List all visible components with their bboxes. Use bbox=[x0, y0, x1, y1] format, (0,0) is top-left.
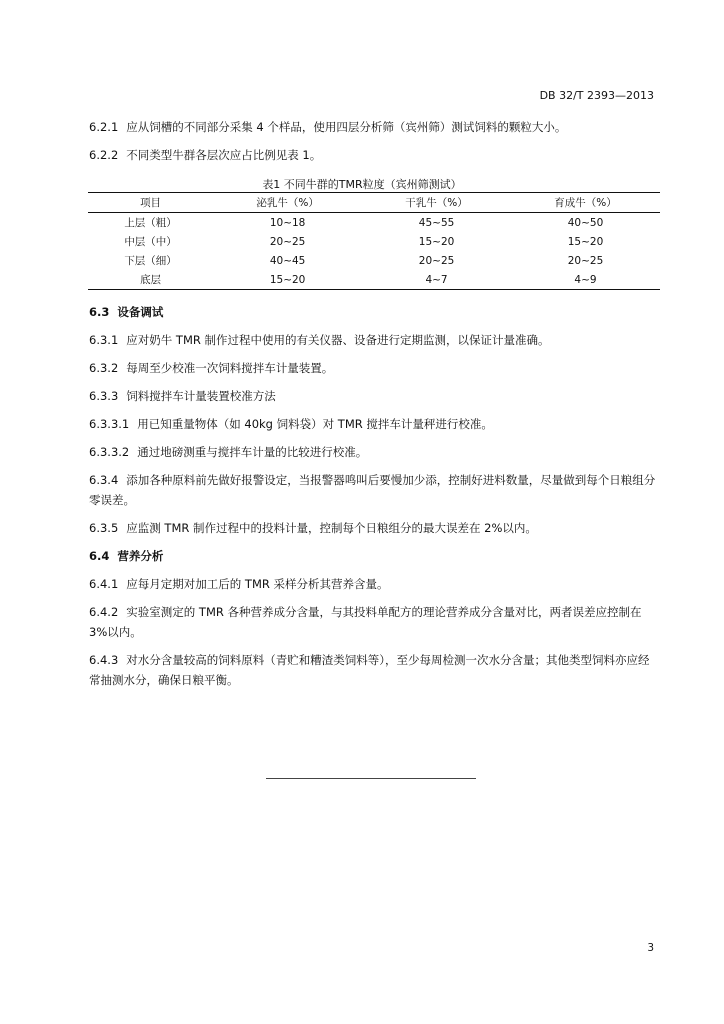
clause-6-3-4 bbox=[89, 470, 659, 510]
clause-text: 实验室测定的 TMR 各种营养成分含量，与其投料单配方的理论营养成分含量对比，两者误差应控制在 3%以内。 bbox=[89, 605, 642, 639]
clause-text: 应对奶牛 TMR 制作过程中使用的有关仪器、设备进行定期监测，以保证计量准确。 bbox=[126, 333, 550, 347]
table-row bbox=[88, 232, 660, 251]
table-cell: 上层（粗） bbox=[124, 217, 177, 229]
clause-number: 6.2.1 bbox=[89, 120, 119, 134]
table-cell: 20~25 bbox=[567, 254, 604, 267]
paragraph-6-2-1 bbox=[89, 117, 659, 137]
table-cell: 下层（细） bbox=[124, 255, 177, 267]
clause-number: 6.3.3.1 bbox=[89, 417, 130, 431]
section-number: 6.4 bbox=[89, 549, 110, 563]
clause-number: 6.3.3.2 bbox=[89, 445, 130, 459]
table-cell: 15~20 bbox=[567, 235, 604, 248]
clause-text: 饲料搅拌车计量装置校准方法 bbox=[126, 389, 276, 403]
end-of-document-rule bbox=[266, 778, 476, 779]
clause-text: 通过地磅测重与搅拌车计量的比较进行校准。 bbox=[137, 445, 368, 459]
clause-6-3-3-1 bbox=[89, 414, 659, 434]
clause-number: 6.4.3 bbox=[89, 653, 119, 667]
clause-6-4-3 bbox=[89, 650, 659, 690]
header-cell: 泌乳牛（%） bbox=[213, 193, 362, 213]
header-cell: 项目 bbox=[88, 193, 213, 213]
header-cell: 育成牛（%） bbox=[511, 193, 660, 213]
clause-6-3-3 bbox=[89, 386, 659, 406]
page-number: 3 bbox=[647, 942, 654, 954]
table-cell: 4~7 bbox=[362, 270, 511, 290]
clause-text: 应监测 TMR 制作过程中的投料计量，控制每个日粮组分的最大误差在 2%以内。 bbox=[126, 521, 537, 535]
clause-number: 6.3.3 bbox=[89, 389, 119, 403]
clause-text: 每周至少校准一次饲料搅拌车计量装置。 bbox=[126, 361, 334, 375]
table-cell: 10~18 bbox=[269, 216, 306, 229]
table-cell: 20~25 bbox=[269, 235, 306, 248]
clause-text: 对水分含量较高的饲料原料（青贮和糟渣类饲料等），至少每周检测一次水分含量；其他类型饲料亦应经常抽测水分，确保日粮平衡。 bbox=[89, 653, 650, 687]
header-cell: 干乳牛（%） bbox=[362, 193, 511, 213]
table-cell: 15~20 bbox=[418, 235, 455, 248]
clause-6-3-2 bbox=[89, 358, 659, 378]
table-cell: 4~9 bbox=[511, 270, 660, 290]
clause-6-3-5 bbox=[89, 518, 659, 538]
clause-number: 6.4.2 bbox=[89, 605, 119, 619]
clause-number: 6.3.4 bbox=[89, 473, 119, 487]
table-cell: 40~50 bbox=[567, 216, 604, 229]
clause-number: 6.2.2 bbox=[89, 148, 119, 162]
clause-number: 6.3.1 bbox=[89, 333, 119, 347]
table-cell: 15~20 bbox=[213, 270, 362, 290]
document-code: DB 32/T 2393—2013 bbox=[539, 89, 654, 102]
clause-6-3-3-2 bbox=[89, 442, 659, 462]
table-row bbox=[88, 270, 660, 290]
section-title: 设备调试 bbox=[117, 305, 164, 319]
table-caption: 表1 不同牛群的TMR粒度（宾州筛测试） bbox=[262, 178, 462, 191]
table-cell: 20~25 bbox=[418, 254, 455, 267]
clause-number: 6.4.1 bbox=[89, 577, 119, 591]
section-heading-6-3 bbox=[89, 302, 659, 322]
table-cell: 45~55 bbox=[418, 216, 455, 229]
table-cell: 底层 bbox=[88, 270, 213, 290]
table-cell: 40~45 bbox=[269, 254, 306, 267]
particle-size-table bbox=[88, 192, 660, 290]
table-row bbox=[88, 251, 660, 270]
clause-text: 用已知重量物体（如 40kg 饲料袋）对 TMR 搅拌车计量秤进行校准。 bbox=[137, 417, 493, 431]
clause-text: 应每月定期对加工后的 TMR 采样分析其营养含量。 bbox=[126, 577, 389, 591]
section-title: 营养分析 bbox=[117, 549, 164, 563]
clause-text: 不同类型牛群各层次应占比例见表 1。 bbox=[126, 148, 322, 162]
clause-number: 6.3.5 bbox=[89, 521, 119, 535]
clause-text: 添加各种原料前先做好报警设定，当报警器鸣叫后要慢加少添，控制好进料数量，尽量做到每个日粮组分零误差。 bbox=[89, 473, 656, 507]
section-number: 6.3 bbox=[89, 305, 110, 319]
paragraph-6-2-2 bbox=[89, 145, 659, 165]
table-row bbox=[88, 213, 660, 233]
clause-number: 6.3.2 bbox=[89, 361, 119, 375]
clause-6-4-2 bbox=[89, 602, 659, 642]
clause-6-3-1 bbox=[89, 330, 659, 350]
table-header-row bbox=[88, 193, 660, 213]
table-cell: 中层（中） bbox=[124, 236, 177, 248]
clause-text: 应从饲槽的不同部分采集 4 个样品，使用四层分析筛（宾州筛）测试饲料的颗粒大小。 bbox=[126, 120, 567, 134]
clause-6-4-1 bbox=[89, 574, 659, 594]
section-heading-6-4 bbox=[89, 546, 659, 566]
